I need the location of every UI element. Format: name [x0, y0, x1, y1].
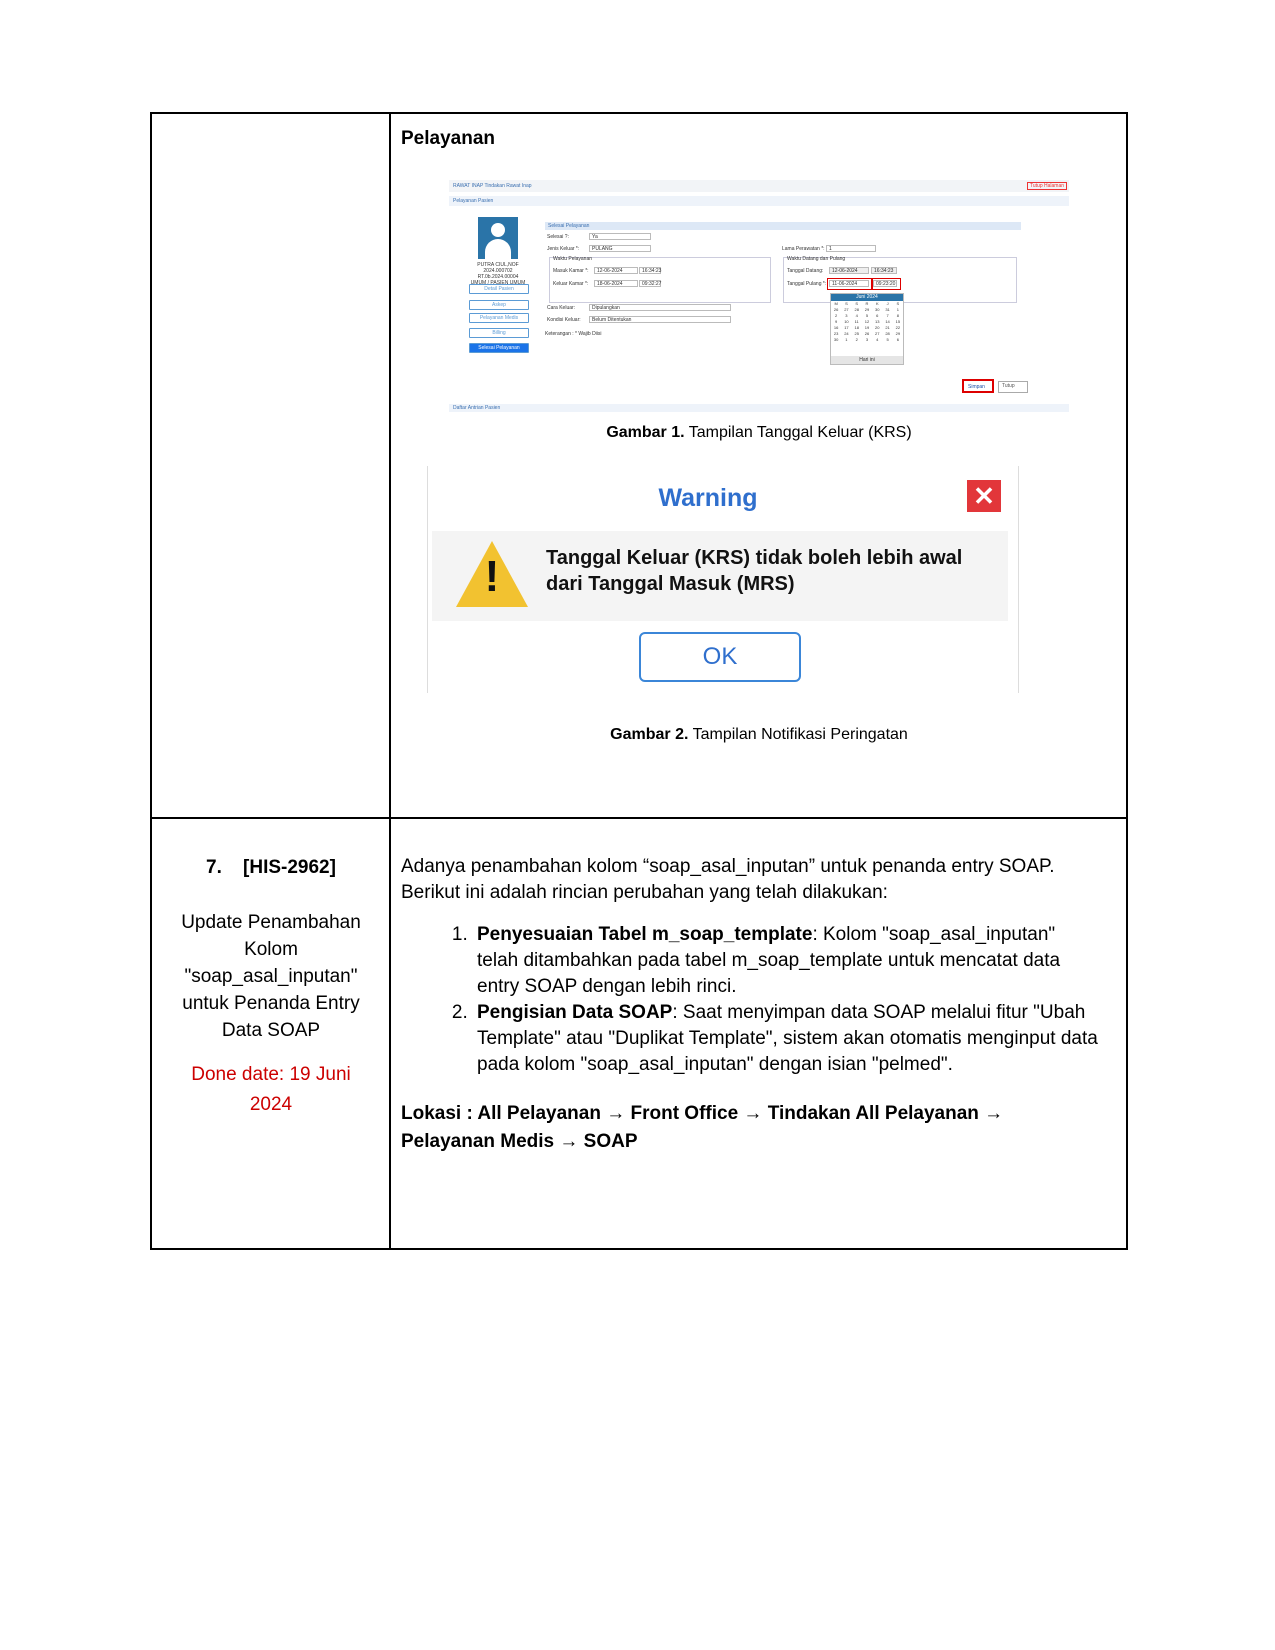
simpan-button[interactable]: [962, 379, 994, 393]
warning-message: [546, 545, 986, 597]
done-date-line2: 2024: [249, 1094, 293, 1115]
row7-title-line: untuk Penanda Entry: [182, 993, 360, 1014]
change-item-title: Penyesuaian Tabel m_soap_template: [477, 924, 813, 945]
keluar-date-input[interactable]: 18-06-2024: [594, 280, 638, 287]
done-date-line1: Done date: 19 Juni: [191, 1064, 351, 1085]
row7-heading: [160, 854, 382, 881]
done-date: [160, 1060, 382, 1120]
exclamation-icon: !: [484, 552, 500, 601]
jenis-keluar-label: Jenis Keluar *:: [547, 246, 580, 252]
jenis-keluar-select[interactable]: PULANG: [589, 245, 651, 252]
row7-ticket: [HIS-2962]: [243, 857, 336, 878]
keterangan-note: Keterangan : * Wajib Diisi: [545, 331, 602, 337]
masuk-kamar-label: Masuk Kamar *:: [553, 268, 589, 274]
calendar-today-button[interactable]: Hari ini: [831, 356, 903, 364]
patient-id: 2024.000702: [483, 268, 513, 274]
section-title: Pelayanan: [401, 128, 495, 149]
form-title: Selesai Pelayanan: [548, 223, 590, 229]
simpan-label: Simpan: [968, 384, 985, 390]
change-item-text: : Kolom "soap_asal_inputan" telah ditambahkan pada tabel m_soap_template untuk mencatat data entry SOAP dengan lebih rinci.: [477, 924, 1061, 997]
calendar-month[interactable]: Juni 2024: [831, 294, 903, 301]
change-item: [473, 1000, 1101, 1078]
patient-name: PUTRA CIUL,NOF: [477, 262, 519, 268]
askep-button[interactable]: Askep: [469, 300, 529, 310]
patient-avatar: [478, 217, 518, 259]
selesai-pelayanan-button[interactable]: Selesai Pelayanan: [469, 343, 529, 353]
location-path: Lokasi : All Pelayanan → Front Office → Tindakan All Pelayanan → Pelayanan Medis → SOAP: [401, 1103, 1004, 1152]
panel-header: [449, 196, 1069, 206]
queue-title: Daftar Antrian Pasien: [453, 405, 501, 411]
change-item-title: Pengisian Data SOAP: [477, 1002, 673, 1023]
row7-title-line: "soap_asal_inputan": [184, 966, 358, 987]
pulang-date-highlight: [827, 278, 873, 290]
breadcrumb[interactable]: RAWAT INAP Tindakan Rawat Inap: [453, 183, 532, 189]
tanggal-datang-label: Tanggal Datang:: [787, 268, 824, 274]
figure2-caption-label: Gambar 2.: [610, 726, 689, 743]
service-screenshot: [449, 180, 1069, 412]
lama-perawatan-input[interactable]: 1: [826, 245, 876, 252]
datang-date-input: 12-06-2024: [829, 267, 869, 274]
tanggal-pulang-label: Tanggal Pulang *:: [787, 281, 827, 287]
figure2-caption-text: Tampilan Notifikasi Peringatan: [692, 726, 908, 743]
row7-title-line: Kolom: [244, 939, 298, 960]
warning-dialog: [427, 466, 1019, 693]
pulang-date-input[interactable]: 11-06-2024: [829, 280, 869, 287]
warning-message-line2: dari Tanggal Masuk (MRS): [546, 573, 795, 595]
row7-number: 7.: [206, 857, 222, 878]
patient-type: UMUM / PASIEN UMUM: [470, 280, 526, 286]
figure1-caption-text: Tampilan Tanggal Keluar (KRS): [688, 424, 912, 441]
pelayanan-medis-button[interactable]: Pelayanan Medis: [469, 313, 529, 323]
pulang-time-highlight: [871, 278, 901, 290]
row7-intro: Adanya penambahan kolom “soap_asal_inputan” untuk penanda entry SOAP. Berikut ini adalah rincian perubahan yang telah dilakukan:: [401, 856, 1055, 903]
calendar-grid[interactable]: M S S R K J S 26 27 28 29 30 31 1 2 3 4 5 6 7 8 9 10 11 12 13 14 15 16 17 18 19 20 21 22 23 24 25 26 27 28 29 30 1 2 3 4 5 6: [833, 301, 901, 342]
kondisi-keluar-label: Kondisi Keluar:: [547, 317, 581, 323]
selesai-label: Selesai ?:: [547, 234, 569, 240]
tutup-label: Tutup: [1002, 383, 1015, 389]
row7-details: [401, 854, 1101, 1156]
waktu-datang-legend: Waktu Datang dan Pulang: [787, 256, 846, 262]
close-page-button[interactable]: Tutup Halaman: [1027, 182, 1067, 190]
changelog-table: [150, 112, 1128, 1250]
form-header: [545, 222, 1021, 230]
lama-perawatan-label: Lama Perawatan *:: [782, 246, 825, 252]
tutup-button[interactable]: [998, 381, 1028, 393]
close-icon[interactable]: ✕: [967, 480, 1001, 512]
kondisi-keluar-select[interactable]: Belum Ditentukan: [589, 316, 731, 323]
panel-title: Pelayanan Pasien: [453, 198, 494, 204]
figure1-caption-label: Gambar 1.: [606, 424, 685, 441]
patient-info: [467, 262, 529, 286]
ok-button[interactable]: OK: [639, 632, 801, 682]
row7-title-line: Data SOAP: [221, 1020, 321, 1041]
selesai-select[interactable]: Ya: [589, 233, 651, 240]
warning-title: Warning: [658, 484, 758, 512]
datang-time-input: 16:34:23: [871, 267, 897, 274]
row-divider: [152, 817, 1126, 819]
queue-header: [449, 404, 1069, 412]
pulang-time-input[interactable]: 09:23:20: [873, 280, 897, 287]
masuk-date-input[interactable]: 12-06-2024: [594, 267, 638, 274]
change-item-text: : Saat menyimpan data SOAP melalui fitur "Ubah Template" atau "Duplikat Template", sistem akan otomatis menginput data pada kolom "soap_asal_inputan" dengan isian "pelmed".: [477, 1002, 1098, 1075]
cara-keluar-select[interactable]: Dipulangkan: [589, 304, 731, 311]
patient-reg: RT.0b.2024.00004: [477, 274, 519, 280]
keluar-time-input[interactable]: 09:32:27: [639, 280, 661, 287]
column-divider: [389, 114, 391, 1248]
billing-button[interactable]: Billing: [469, 328, 529, 338]
masuk-time-input[interactable]: 16:34:23: [639, 267, 661, 274]
screen-topbar: [449, 180, 1069, 192]
detail-pasien-button[interactable]: Detail Pasien: [469, 284, 529, 294]
row7-summary: [160, 854, 382, 1120]
figure1-caption: [389, 424, 1129, 442]
row7-title-line: Update Penambahan: [181, 912, 361, 933]
date-picker[interactable]: [830, 293, 904, 365]
change-list: [401, 922, 1101, 1078]
figure2-caption: [389, 726, 1129, 744]
warning-message-bar: [432, 531, 1008, 621]
change-item: [473, 922, 1101, 1000]
keluar-kamar-label: Keluar Kamar *:: [553, 281, 589, 287]
row7-title: [160, 909, 382, 1044]
warning-message-line1: Tanggal Keluar (KRS) tidak boleh lebih awal: [546, 547, 963, 569]
cara-keluar-label: Cara Keluar:: [547, 305, 576, 311]
waktu-pelayanan-legend: Waktu Pelayanan: [553, 256, 593, 262]
